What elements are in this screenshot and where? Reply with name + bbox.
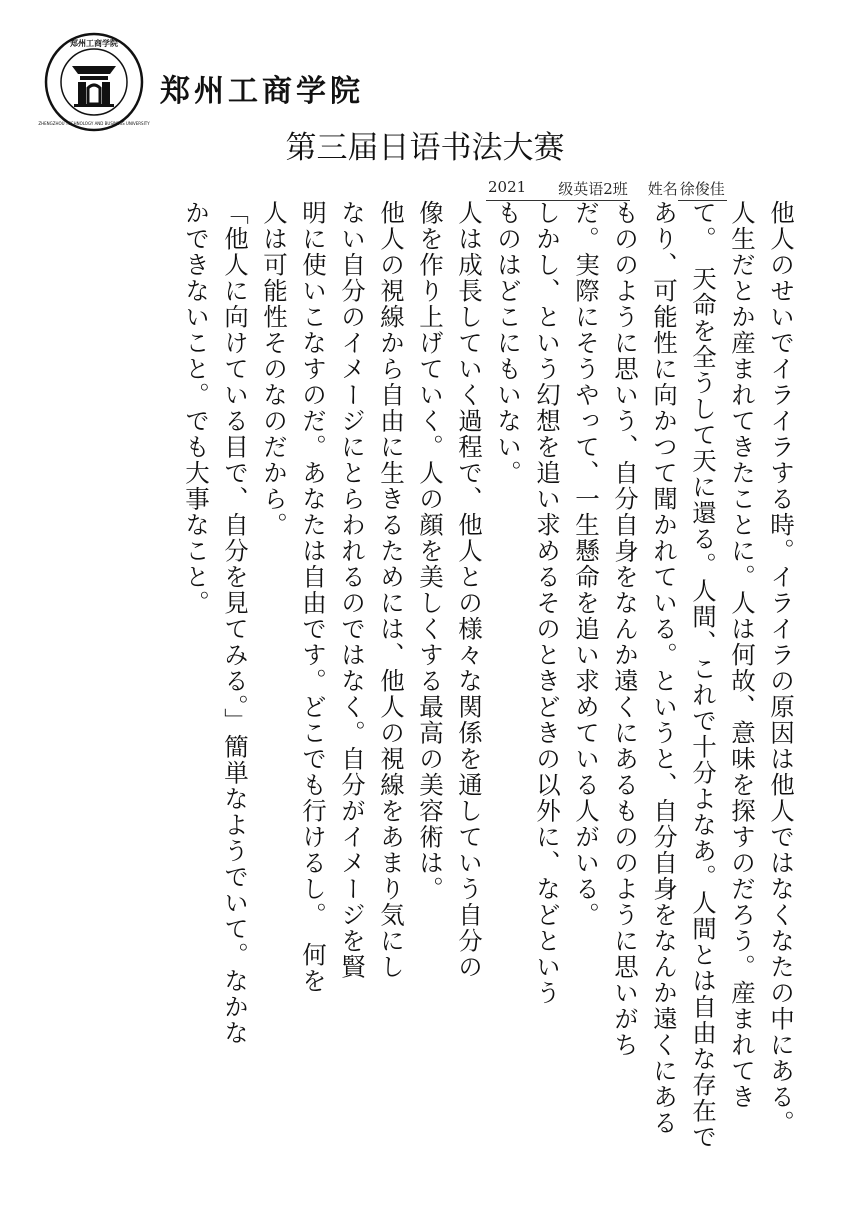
- class-year: 2021: [486, 178, 556, 201]
- name-label: 姓名: [647, 180, 678, 198]
- essay-column: ものはどこにもいない。: [494, 200, 523, 486]
- essay-column: しかし、という幻想を追い求めるそのときどきの以外に、などという: [533, 200, 562, 1006]
- essay-column: 人生だとか産まれてきたことに。人は何故、意味を探すのだろう。産まれてき: [728, 200, 757, 1110]
- essay-column: て。 天命を全うして天に還る。人間、これで十分よなあ。人間とは自由な存在で: [689, 200, 718, 1150]
- class-label: 级英语2班: [556, 178, 630, 201]
- essay-column: 人は可能性そのなのだから。: [260, 200, 289, 538]
- seal-upper-text: 郑州工商学院: [70, 38, 118, 48]
- essay-column: あり、可能性に向かつて聞かれている。というと、自分自身をなんか遠くにある: [650, 200, 679, 1136]
- student-name: 徐俊佳: [678, 178, 727, 201]
- essay-column: 明に使いこなすのだ。あなたは自由です。どこでも行けるし。 何を: [299, 200, 328, 994]
- student-info-line: [486, 178, 727, 201]
- seal-graphic: [38, 32, 150, 132]
- essay-column: もののように思いう、自分自身をなんか遠くにあるもののように思いがち: [611, 200, 640, 1058]
- essay-column: 人は成長していく過程で、他人との様々な関係を通していう自分の: [455, 200, 484, 980]
- header: [0, 0, 850, 210]
- essay-column: ない自分のイメージにとらわれるのではなく。自分がイメージを賢: [338, 200, 367, 980]
- essay-column: 像を作り上げていく。人の顔を美しくする最高の美容術は。: [416, 200, 445, 902]
- essay-column: かできないこと。でも大事なこと。: [182, 200, 211, 616]
- contest-title: 第三届日语书法大赛: [285, 130, 565, 166]
- essay-column: 他人の視線から自由に生きるためには、他人の視線をあまり気にし: [377, 200, 406, 980]
- school-seal-icon: [38, 32, 150, 132]
- essay-column: だ。実際にそうやって、一生懸命を追い求めている人がいる。: [572, 200, 601, 928]
- essay-body: [50, 200, 800, 1200]
- essay-column: 他人のせいでイライラする時。イライラの原因は他人ではなくなたの中にある。: [767, 200, 796, 1136]
- essay-column: 「他人に向けている目で、自分を見てみる。」簡単なようでいて。なかな: [221, 200, 250, 1046]
- seal-lower-text: ZHENGZHOU TECHNOLOGY AND BUSINESS UNIVERSITY: [38, 121, 150, 126]
- school-name: 郑州工商学院: [160, 74, 364, 109]
